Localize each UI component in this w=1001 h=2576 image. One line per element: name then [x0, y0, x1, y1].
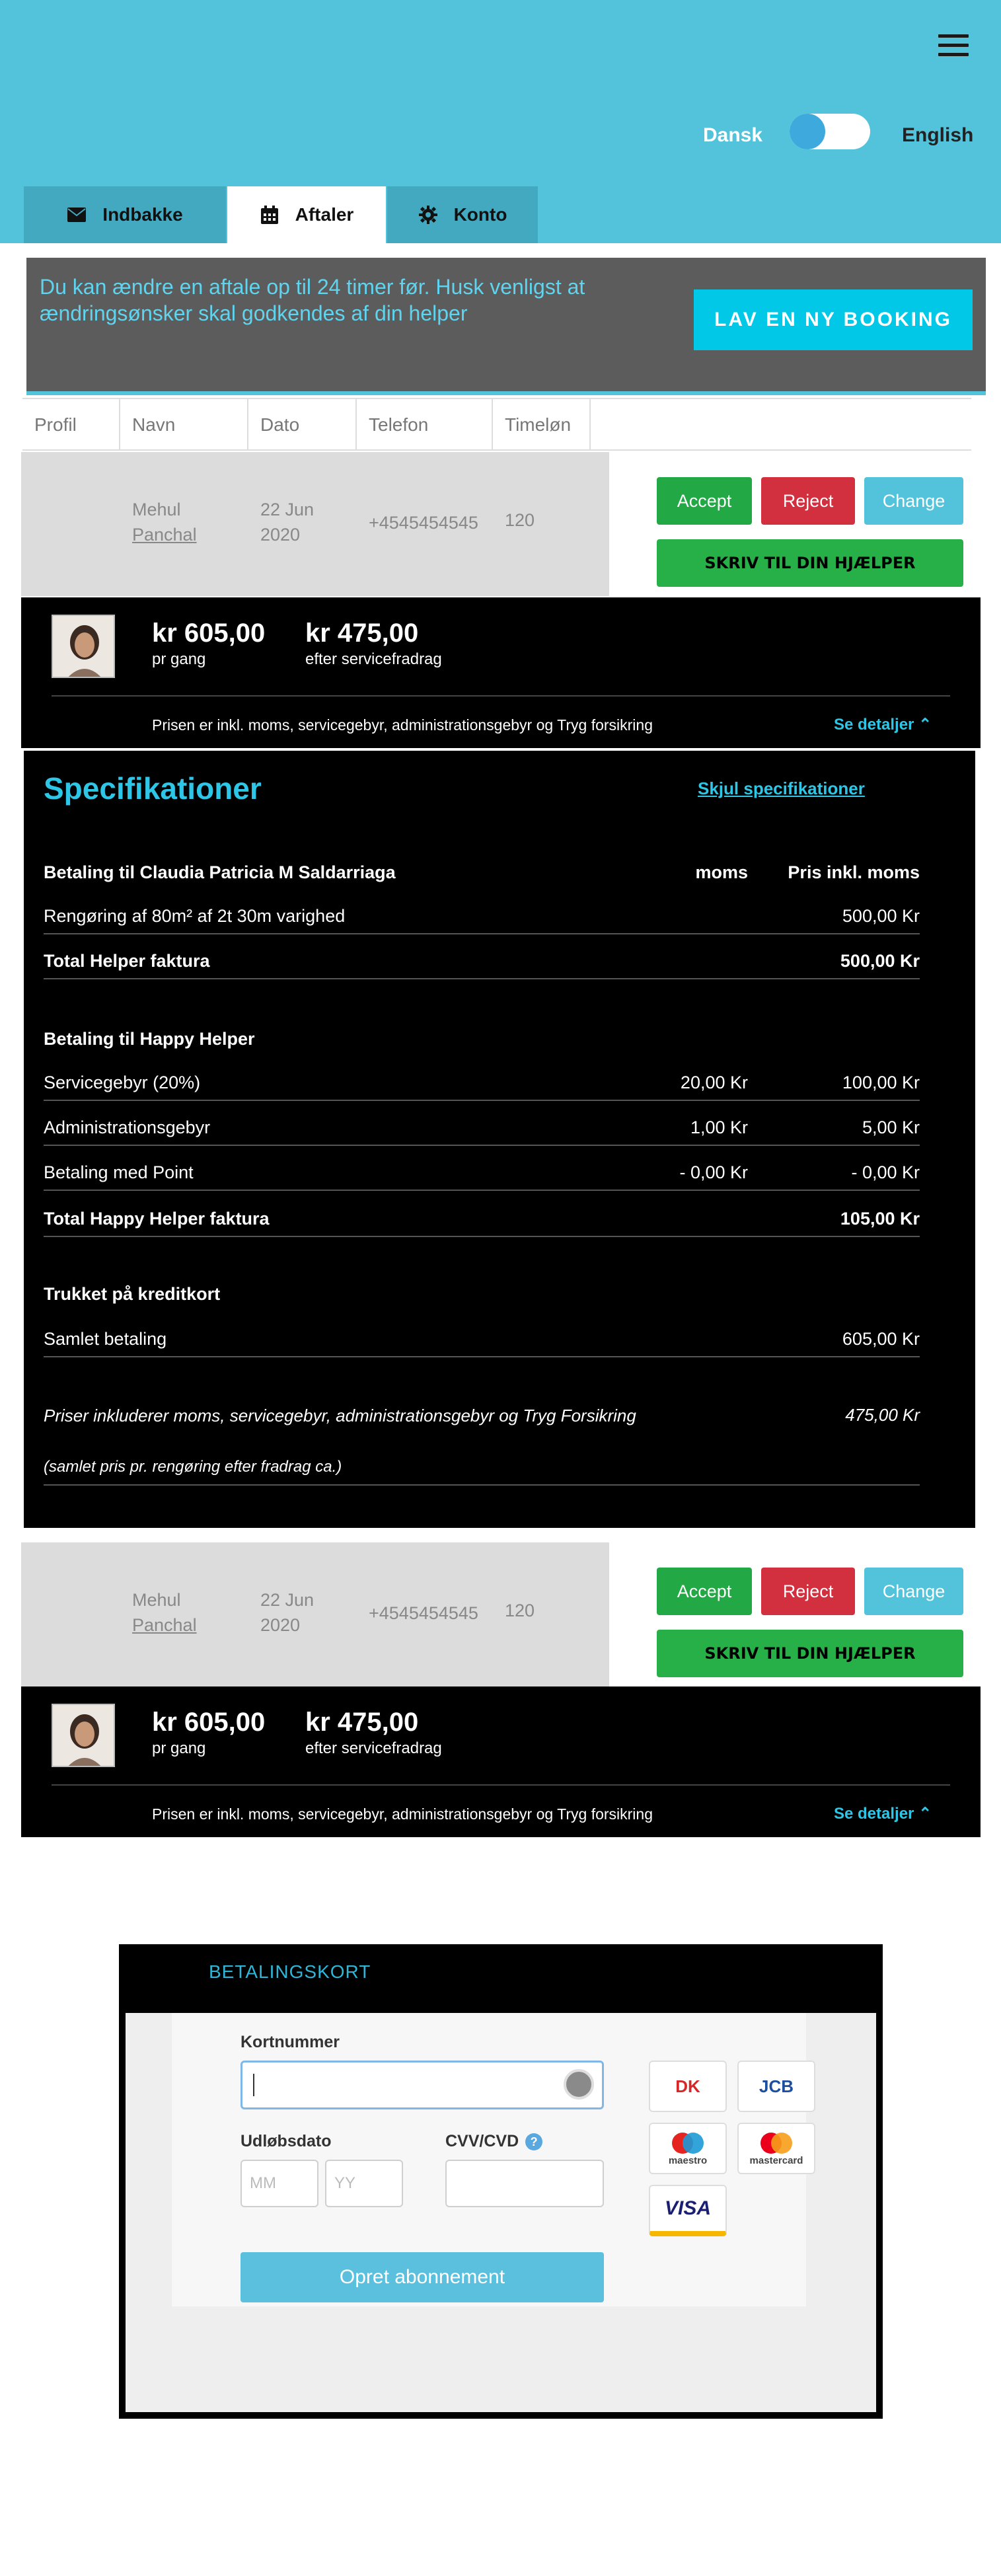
accept-button[interactable]: Accept — [657, 477, 752, 525]
tab-aftaler[interactable] — [227, 186, 386, 243]
booking-actions — [611, 1542, 973, 1686]
new-booking-button[interactable]: LAV EN NY BOOKING — [694, 289, 973, 350]
table-row — [21, 1542, 609, 1686]
card-form-body — [126, 2013, 876, 2412]
language-toggle[interactable] — [790, 114, 870, 149]
booking-name: Mehul Panchal — [132, 1590, 197, 1635]
price-summary — [21, 597, 981, 748]
card-form-title: BETALINGSKORT — [209, 1961, 371, 1982]
booking-rate: 120 — [505, 510, 535, 530]
booking-name: Mehul Panchal — [132, 500, 197, 545]
booking-phone: +4545454545 — [369, 1603, 478, 1623]
col-profil: Profil — [22, 399, 120, 451]
divider — [52, 1784, 950, 1786]
write-helper-button[interactable]: SKRIV TIL DIN HJÆLPER — [657, 539, 963, 587]
cvv-label: CVV/CVD ? — [445, 2132, 542, 2151]
expiry-month-input[interactable]: MM — [241, 2160, 318, 2207]
tab-aftaler-label: Aftaler — [295, 204, 354, 225]
price-info: Prisen er inkl. moms, servicegebyr, administrationsgebyr og Tryg forsikring — [152, 1805, 653, 1823]
payment-card-form — [119, 1944, 883, 2419]
write-helper-button[interactable]: SKRIV TIL DIN HJÆLPER — [657, 1630, 963, 1677]
divider — [52, 695, 950, 697]
booking-rate: 120 — [505, 1601, 535, 1620]
reject-button[interactable]: Reject — [761, 477, 855, 525]
price-info: Prisen er inkl. moms, servicegebyr, administrationsgebyr og Tryg forsikring — [152, 716, 653, 734]
booking-phone: +4545454545 — [369, 513, 478, 533]
card-panel — [172, 2013, 806, 2306]
card-number-label: Kortnummer — [241, 2033, 340, 2051]
col-dato: Dato — [248, 399, 357, 451]
help-icon[interactable]: ? — [525, 2133, 542, 2150]
expiry-year-input[interactable]: YY — [325, 2160, 403, 2207]
spec-row: Rengøring af 80m² af 2t 30m varighed 500,00 Kr — [44, 897, 920, 934]
spec-section-header: Betaling til Happy Helper — [44, 1029, 255, 1049]
accept-button[interactable]: Accept — [657, 1568, 752, 1615]
spec-total-row: Total Helper faktura 500,00 Kr — [44, 942, 920, 979]
tab-indbakke-label: Indbakke — [102, 204, 183, 225]
notice-text: Du kan ændre en aftale op til 24 timer før. Husk venligst at ændringsønsker skal godkendes af din helper — [40, 275, 585, 325]
calendar-icon — [260, 205, 279, 225]
visa-logo-icon: VISA — [649, 2185, 727, 2236]
specifications-panel — [24, 751, 975, 1528]
spec-note-value: 475,00 Kr — [845, 1405, 920, 1425]
expiry-label: Udløbsdato — [241, 2132, 332, 2150]
spec-section-header: Betaling til Claudia Patricia M Saldarriaga moms Pris inkl. moms — [44, 862, 920, 882]
envelope-icon — [67, 205, 87, 225]
mastercard-logo-icon: mastercard — [737, 2123, 815, 2174]
change-button[interactable]: Change — [864, 477, 963, 525]
menu-icon[interactable] — [938, 34, 969, 58]
spec-row: Servicegebyr (20%) 20,00 Kr 100,00 Kr — [44, 1064, 920, 1101]
table-header — [22, 398, 971, 451]
cvv-input[interactable] — [445, 2160, 604, 2207]
price-after-deduction: kr 475,00 — [305, 1708, 419, 1737]
table-row — [21, 452, 609, 596]
avatar — [52, 615, 115, 678]
see-details-link[interactable]: Se detaljer ⌃ — [834, 716, 932, 734]
booking-date: 22 Jun 2020 — [260, 1590, 315, 1635]
price-after-deduction: kr 475,00 — [305, 619, 419, 648]
spec-note: Priser inkluderer moms, servicegebyr, administrationsgebyr og Tryg Forsikring — [44, 1406, 636, 1425]
price-per-visit: kr 605,00 — [152, 1708, 266, 1737]
app-header — [0, 0, 1001, 243]
booking-date: 22 Jun 2020 — [260, 500, 315, 545]
spec-note-sub: (samlet pris pr. rengøring efter fradrag ca.) — [44, 1458, 342, 1476]
card-number-input[interactable] — [241, 2061, 604, 2109]
booking-actions — [611, 452, 973, 596]
hide-spec-link[interactable]: Skjul specifikationer — [698, 778, 865, 798]
gear-icon — [418, 205, 438, 225]
price-per-visit-label: pr gang — [152, 650, 206, 668]
tab-konto[interactable] — [387, 186, 538, 243]
password-manager-icon[interactable] — [564, 2069, 594, 2100]
spec-row: Betaling med Point - 0,00 Kr - 0,00 Kr — [44, 1154, 920, 1191]
chevron-up-icon: ⌃ — [918, 716, 932, 734]
price-after-deduction-label: efter servicefradrag — [305, 650, 442, 668]
spec-total-row: Total Happy Helper faktura 105,00 Kr — [44, 1200, 920, 1237]
col-timelon: Timeløn — [493, 399, 591, 451]
price-per-visit: kr 605,00 — [152, 619, 266, 648]
create-subscription-button[interactable]: Opret abonnement — [241, 2252, 604, 2302]
dankort-logo-icon: DK — [649, 2061, 727, 2112]
see-details-link[interactable]: Se detaljer ⌃ — [834, 1805, 932, 1823]
booking-notice — [26, 258, 986, 395]
lang-dansk-label[interactable]: Dansk — [703, 124, 763, 146]
col-telefon: Telefon — [357, 399, 493, 451]
change-button[interactable]: Change — [864, 1568, 963, 1615]
reject-button[interactable]: Reject — [761, 1568, 855, 1615]
spec-section-header: Trukket på kreditkort — [44, 1284, 221, 1304]
avatar — [52, 1704, 115, 1767]
price-after-deduction-label: efter servicefradrag — [305, 1739, 442, 1757]
spec-title: Specifikationer — [44, 771, 262, 806]
spec-row: Samlet betaling 605,00 Kr — [44, 1320, 920, 1357]
tab-indbakke[interactable] — [24, 186, 226, 243]
jcb-logo-icon: JCB — [737, 2061, 815, 2112]
spec-row: Administrationsgebyr 1,00 Kr 5,00 Kr — [44, 1109, 920, 1146]
price-summary — [21, 1686, 981, 1837]
lang-english-label[interactable]: English — [902, 124, 974, 146]
tab-konto-label: Konto — [453, 204, 507, 225]
col-navn: Navn — [120, 399, 248, 451]
chevron-up-icon: ⌃ — [918, 1805, 932, 1823]
maestro-logo-icon: maestro — [649, 2123, 727, 2174]
divider — [44, 1484, 920, 1486]
price-per-visit-label: pr gang — [152, 1739, 206, 1757]
